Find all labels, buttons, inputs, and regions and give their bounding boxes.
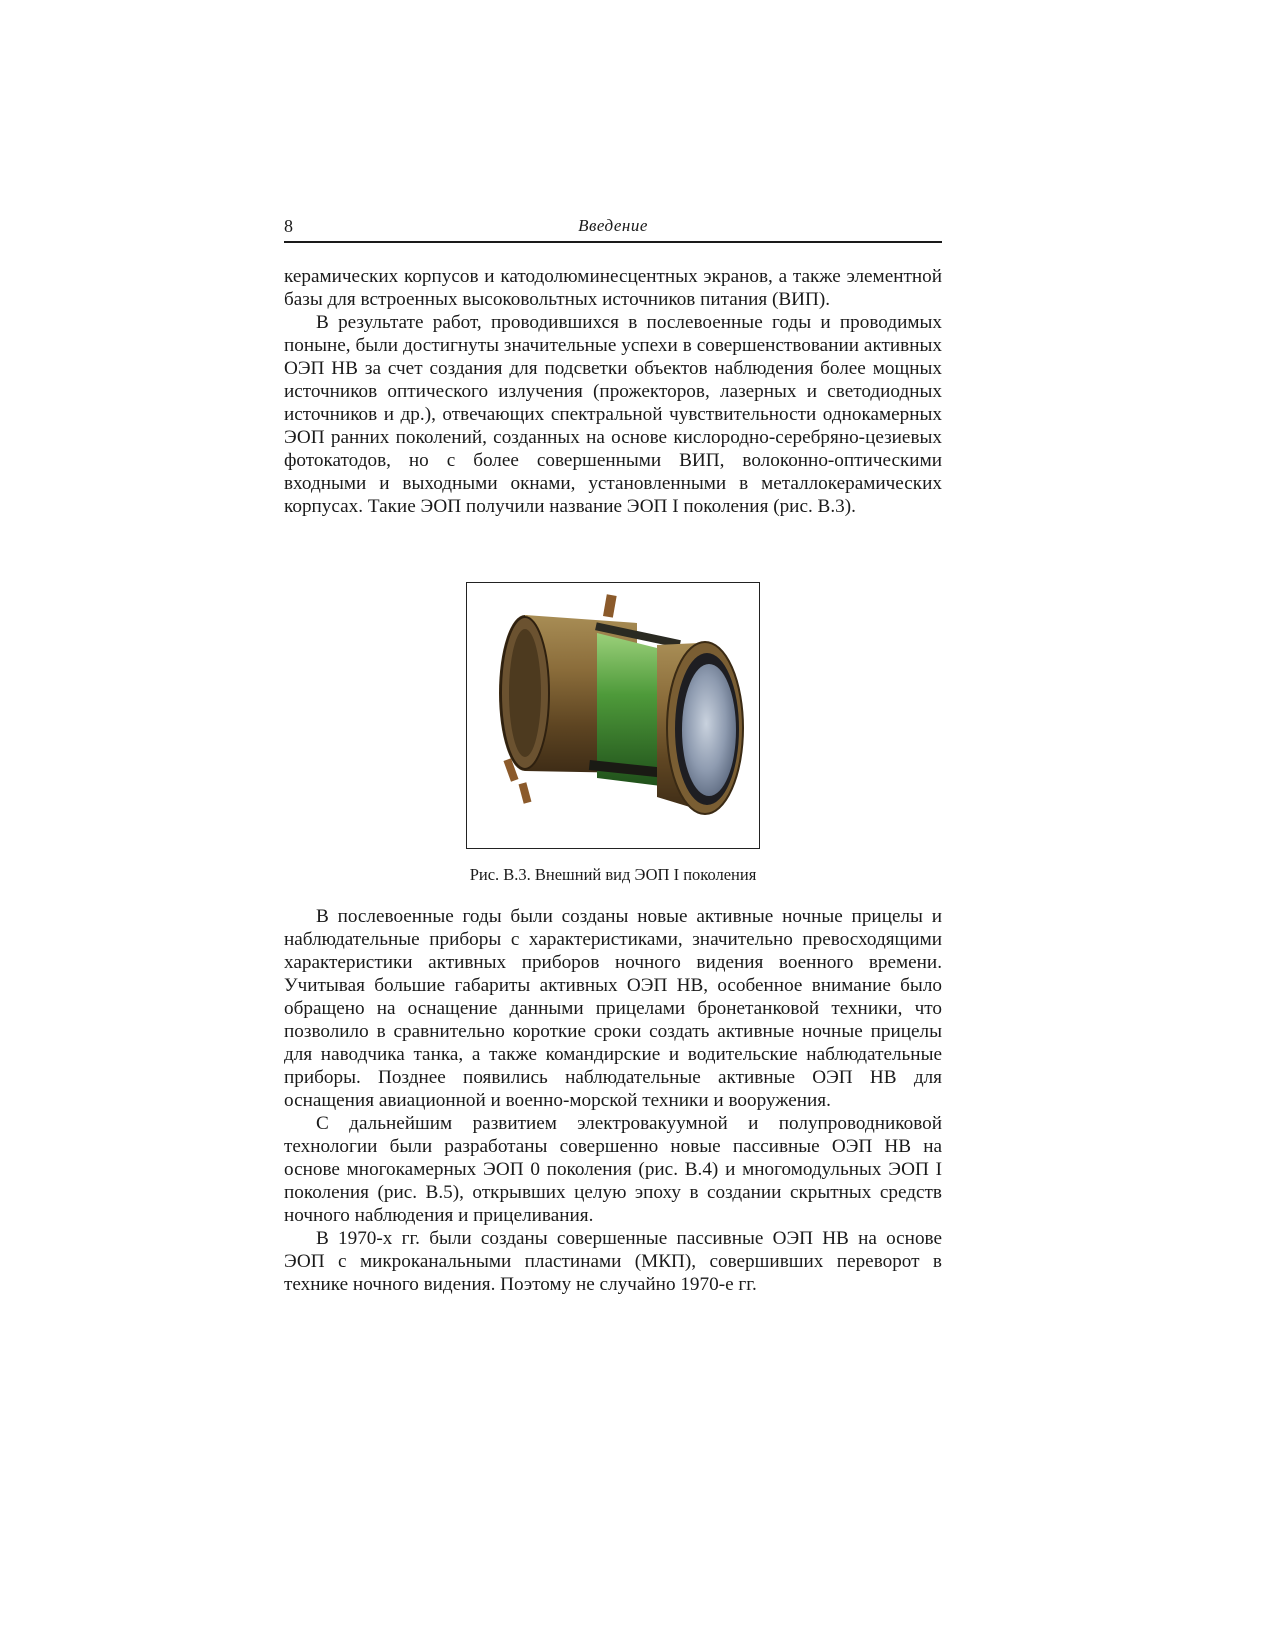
paragraph: керамических корпусов и катодолюминесцентных экранов, а также элементной базы для встроенных высоковольтных источников питания (ВИП). — [284, 266, 942, 310]
page-header — [284, 215, 942, 243]
paragraph: В послевоенные годы были созданы новые активные ночные прицелы и наблюдательные приборы с характеристиками, значительно превосходящими характеристики активных приборов ночного видения военного времени. Учитывая большие габариты активных ОЭП НВ, особенное внимание было обращено на оснащение данными прицелами бронетанковой техники, что позволило в сравнительно короткие сроки создать активные ночные прицелы для наводчика танка, а также командирские и водительские наблюдательные приборы. Позднее появились наблюдательные активные ОЭП НВ для оснащения авиационной и военно-морской техники и вооружения. — [284, 906, 942, 1111]
paragraph: В 1970-х гг. были созданы совершенные пассивные ОЭП НВ на основе ЭОП с микроканальными пластинами (МКП), совершивших переворот в технике ночного видения. Поэтому не случайно 1970-е гг. — [284, 1228, 942, 1295]
figure-image-tube — [466, 582, 760, 849]
page-number: 8 — [284, 216, 293, 236]
text-block-bottom — [284, 905, 942, 1296]
image-converter-tube-photo — [467, 583, 759, 848]
text-block-top — [284, 265, 942, 518]
paragraph: С дальнейшим развитием электровакуумной и полупроводниковой технологии были разработаны совершенно новые пассивные ОЭП НВ на основе многокамерных ЭОП 0 поколения (рис. В.4) и многомодульных ЭОП I поколения (рис. В.5), открывших целую эпоху в создании скрытных средств ночного наблюдения и прицеливания. — [284, 1113, 942, 1226]
paragraph: В результате работ, проводившихся в послевоенные годы и проводимых поныне, были достигнуты значительные успехи в совершенствовании активных ОЭП НВ за счет создания для подсветки объектов наблюдения более мощных источников оптического излучения (прожекторов, лазерных и светодиодных источников и др.), отвечающих спектральной чувствительности однокамерных ЭОП ранних поколений, созданных на основе кислородно-серебряно-цезиевых фотокатодов, но с более совершенными ВИП, волоконно-оптическими входными и выходными окнами, установленными в металлокерамических корпусах. Такие ЭОП получили название ЭОП I поколения (рис. В.3). — [284, 312, 942, 517]
running-title: Введение — [578, 216, 648, 235]
figure-caption: Рис. В.3. Внешний вид ЭОП I поколения — [469, 865, 757, 884]
